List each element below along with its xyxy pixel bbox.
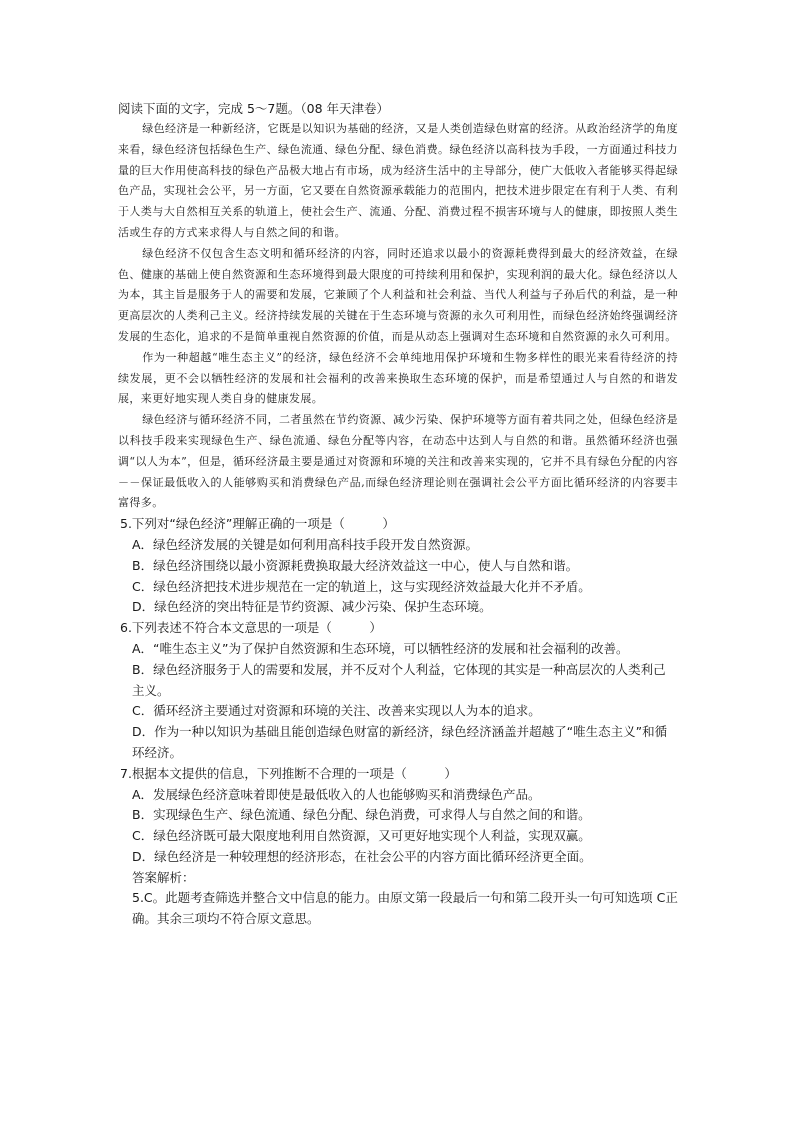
reading-instruction: 阅读下面的文字，完成 5～7题。（08 年天津卷）: [118, 101, 390, 116]
passage-paragraph: 绿色经济是一种新经济，它既是以知识为基础的经济，又是人类创造绿色财富的经济。从政治经济学的角度来看，绿色经济包括绿色生产、绿色流通、绿色分配、绿色消费。绿色经济以高科技为手段，一方面通过科技力量的巨大作用使高科技的绿色产品极大地占有市场，成为经济生活中的主导部分，使广大低收入者能够买得起绿色产品，实现社会公平，另一方面，它又要在自然资源承载能力的范围内，把技术进步限定在有利于人类、有利于人类与大自然相互关系的轨道上，使社会生产、流通、分配、消费过程不损害环境与人的健康，即按照人类生活或生存的方式来求得人与自然之间的和谐。: [118, 122, 678, 239]
option-c: C．循环经济主要通过对资源和环境的关注、改善来实现以人为本的追求。: [132, 703, 541, 719]
question-title: 6.下列表述不符合本文意思的一项是（ ）: [120, 620, 382, 636]
question-title: 7.根据本文提供的信息，下列推断不合理的一项是（ ）: [120, 765, 457, 781]
option-d: D．作为一种以知识为基础且能创造绿色财富的新经济，绿色经济涵盖并超越了“唯生态主义”和循环经济。: [132, 724, 668, 760]
answer-body: 5.C。此题考查筛选并整合文中信息的能力。由原文第一段最后一句和第二段开头一句可知选项 C正确。其余三项均不符合原文意思。: [132, 890, 678, 927]
document-content: [118, 99, 678, 930]
passage-paragraph: 绿色经济不仅包含生态文明和循环经济的内容，同时还追求以最小的资源耗费得到最大的经济效益，在绿色、健康的基础上使自然资源和生态环境得到最大限度的可持续利用和保护，实现利润的最大化。绿色经济以人为本，其主旨是服务于人的需要和发展，它兼顾了个人利益和社会利益、当代人利益与子孙后代的利益，是一种更高层次的人类利己主义。经济持续发展的关键在于生态环境与资源的永久可利用性，而绿色经济始终强调经济发展的生态化，追求的不是简单重视自然资源的价值，而是从动态上强调对生态环境和自然资源的永久可利用。: [118, 246, 678, 343]
option-c: C．绿色经济既可最大限度地利用自然资源，又可更好地实现个人利益，实现双赢。: [132, 828, 591, 844]
option-d: D．绿色经济的突出特征是节约资源、减少污染、保护生态环境。: [132, 599, 492, 615]
option-b: B．绿色经济围绕以最小资源耗费换取最大经济效益这一中心，使人与自然和谐。: [132, 557, 579, 573]
option-c: C．绿色经济把技术进步规范在一定的轨道上，这与实现经济效益最大化并不矛盾。: [132, 578, 591, 594]
option-b: B．绿色经济服务于人的需要和发展，并不反对个人利益，它体现的其实是一种高层次的人类利己主义。: [132, 661, 666, 698]
option-b: B．实现绿色生产、绿色流通、绿色分配、绿色消费，可求得人与自然之间的和谐。: [132, 807, 591, 823]
option-a: A．“唯生态主义”为了保护自然资源和生态环境，可以牺牲经济的发展和社会福利的改善。: [132, 640, 629, 656]
option-a: A．绿色经济发展的关键是如何利用高科技手段开发自然资源。: [132, 536, 479, 552]
answer-explanation: [118, 868, 678, 930]
question-section: [118, 514, 678, 930]
reading-passage: [118, 119, 678, 514]
question-5: [118, 514, 678, 618]
question-title: 5.下列对“绿色经济”理解正确的一项是（ ）: [120, 516, 395, 532]
question-7: [118, 764, 678, 868]
option-a: A．发展绿色经济意味着即使是最低收入的人也能够购买和消费绿色产品。: [132, 786, 541, 802]
passage-paragraph: 作为一种超越“唯生态主义”的经济，绿色经济不会单纯地用保护环境和生物多样性的眼光来看待经济的持续发展，更不会以牺牲经济的发展和社会福利的改善来换取生态环境的保护，而是希望通过人与自然的和谐发展，来更好地实现人类自身的健康发展。: [118, 350, 678, 406]
option-d: D．绿色经济是一种较理想的经济形态，在社会公平的内容方面比循环经济更全面。: [132, 848, 592, 864]
question-6: [118, 618, 678, 764]
answer-heading: 答案解析：: [132, 869, 195, 885]
passage-paragraph: 绿色经济与循环经济不同，二者虽然在节约资源、减少污染、保护环境等方面有着共同之处，但绿色经济是以科技手段来实现绿色生产、绿色流通、绿色分配等内容，在动态中达到人与自然的和谐。虽然循环经济也强调“以人为本”，但是，循环经济最主要是通过对资源和环境的关注和改善来实现的，它并不具有绿色分配的内容－－保证最低收入的人能够购买和消费绿色产品,而绿色经济理论则在强调社会公平方面比循环经济的内容要丰富得多。: [118, 413, 678, 510]
